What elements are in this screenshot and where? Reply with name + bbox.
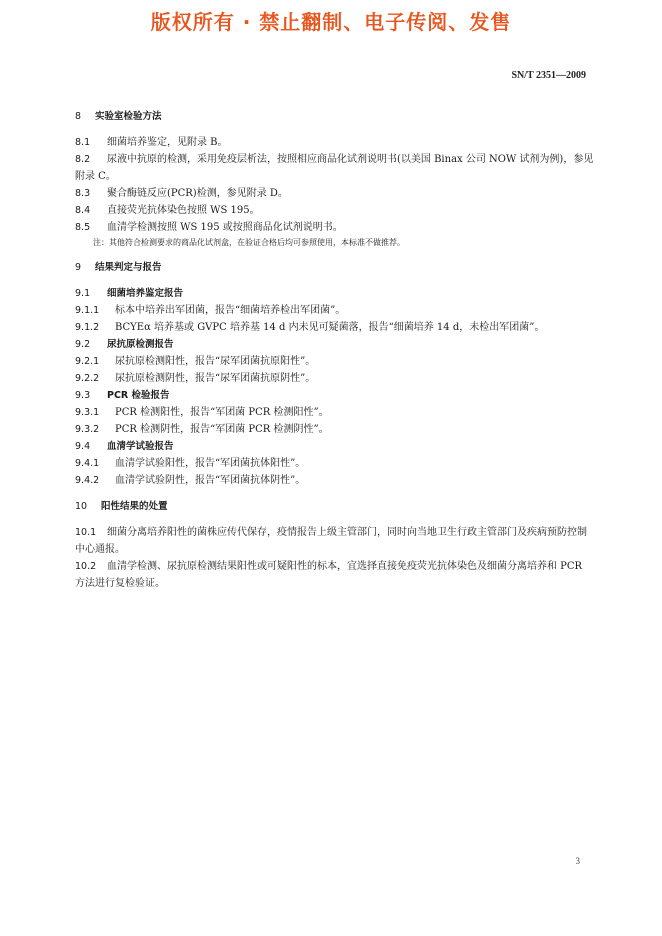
clause-text: PCR 检测阴性，报告“军团菌 PCR 检测阴性”。 — [115, 424, 329, 435]
subsection-number: 9.1 — [75, 288, 91, 299]
section-title: 阳性结果的处置 — [101, 501, 168, 512]
subsection-number: 9.4 — [75, 441, 91, 452]
document-body — [75, 108, 595, 592]
section-title: 结果判定与报告 — [95, 262, 162, 273]
section-8-heading — [75, 108, 595, 125]
clause-9-4-2 — [75, 472, 595, 489]
clause-text: 标本中培养出军团菌，报告“细菌培养检出军团菌”。 — [115, 305, 346, 316]
clause-text: 尿抗原检测阴性，报告“尿军团菌抗原阴性”。 — [115, 373, 316, 384]
clause-8-4 — [75, 202, 595, 219]
clause-number: 9.1.1 — [75, 305, 100, 316]
clause-text: 细菌培养鉴定，见附录 B。 — [107, 137, 228, 148]
clause-number: 9.4.2 — [75, 475, 100, 486]
clause-number: 8.5 — [75, 222, 91, 233]
subsection-9-4 — [75, 438, 595, 455]
clause-number: 8.1 — [75, 137, 91, 148]
subsection-title: 细菌培养鉴定报告 — [107, 288, 184, 299]
clause-9-3-2 — [75, 421, 595, 438]
clause-9-1-1 — [75, 302, 595, 319]
clause-text: BCYEα 培养基或 GVPC 培养基 14 d 内未见可疑菌落，报告“细菌培养 14 d，未检出军团菌”。 — [115, 322, 545, 333]
clause-8-2 — [75, 151, 595, 185]
clause-number: 10.2 — [75, 561, 97, 572]
clause-text: 尿抗原检测阳性，报告“尿军团菌抗原阳性”。 — [115, 356, 316, 367]
subsection-title: 尿抗原检测报告 — [107, 339, 174, 350]
clause-number: 9.2.2 — [75, 373, 100, 384]
subsection-9-1 — [75, 285, 595, 302]
clause-8-3 — [75, 185, 595, 202]
clause-number: 9.2.1 — [75, 356, 100, 367]
section-10-heading — [75, 498, 595, 515]
section-title: 实验室检验方法 — [95, 111, 162, 122]
clause-8-1 — [75, 134, 595, 151]
section-number: 8 — [75, 111, 82, 122]
subsection-title: PCR 检验报告 — [107, 390, 170, 401]
clause-text: 血清学检测按照 WS 195 或按照商品化试剂说明书。 — [107, 222, 343, 233]
clause-number: 9.3.1 — [75, 407, 100, 418]
clause-number: 8.2 — [75, 154, 91, 165]
clause-9-2-1 — [75, 353, 595, 370]
watermark-text: 版权所有 · 禁止翻制、电子传阅、发售 — [150, 10, 512, 34]
clause-text: 血清学试验阴性，报告“军团菌抗体阴性”。 — [115, 475, 306, 486]
clause-number: 8.4 — [75, 205, 91, 216]
subsection-9-3 — [75, 387, 595, 404]
subsection-9-2 — [75, 336, 595, 353]
note: 注：其他符合检测要求的商品化试剂盒，在验证合格后均可参照使用，本标准不做推荐。 — [93, 238, 405, 247]
clause-text: 直接荧光抗体染色按照 WS 195。 — [107, 205, 260, 216]
section-number: 9 — [75, 262, 82, 273]
clause-number: 9.1.2 — [75, 322, 100, 333]
section-9-heading — [75, 259, 595, 276]
clause-text: 血清学试验阳性，报告“军团菌抗体阳性”。 — [115, 458, 306, 469]
subsection-title: 血清学试验报告 — [107, 441, 174, 452]
clause-8-5 — [75, 219, 595, 236]
clause-9-2-2 — [75, 370, 595, 387]
clause-text: 细菌分离培养阳性的菌株应传代保存，疫情报告上级主管部门，同时向当地卫生行政主管部门及疾病预防控制中心通报。 — [75, 527, 587, 555]
clause-9-3-1 — [75, 404, 595, 421]
clause-text: PCR 检测阳性，报告“军团菌 PCR 检测阳性”。 — [115, 407, 329, 418]
clause-number: 9.4.1 — [75, 458, 100, 469]
clause-text: 血清学检测、尿抗原检测结果阳性或可疑阳性的标本，宜选择直接免疫荧光抗体染色及细菌分离培养和 PCR 方法进行复检验证。 — [75, 561, 583, 589]
clause-10-2 — [75, 558, 595, 592]
clause-10-1 — [75, 524, 595, 558]
clause-number: 9.3.2 — [75, 424, 100, 435]
subsection-number: 9.2 — [75, 339, 91, 350]
clause-text: 聚合酶链反应(PCR)检测，参见附录 D。 — [107, 188, 288, 199]
section-number: 10 — [75, 501, 88, 512]
clause-number: 10.1 — [75, 527, 97, 538]
subsection-number: 9.3 — [75, 390, 91, 401]
clause-text: 尿液中抗原的检测，采用免疫层析法，按照相应商品化试剂说明书(以美国 Binax 公司 NOW 试剂为例)，参见附录 C。 — [75, 154, 594, 182]
clause-9-4-1 — [75, 455, 595, 472]
clause-9-1-2 — [75, 319, 595, 336]
clause-number: 8.3 — [75, 188, 91, 199]
page-number: 3 — [575, 856, 580, 866]
standard-code: SN/T 2351—2009 — [511, 70, 586, 81]
